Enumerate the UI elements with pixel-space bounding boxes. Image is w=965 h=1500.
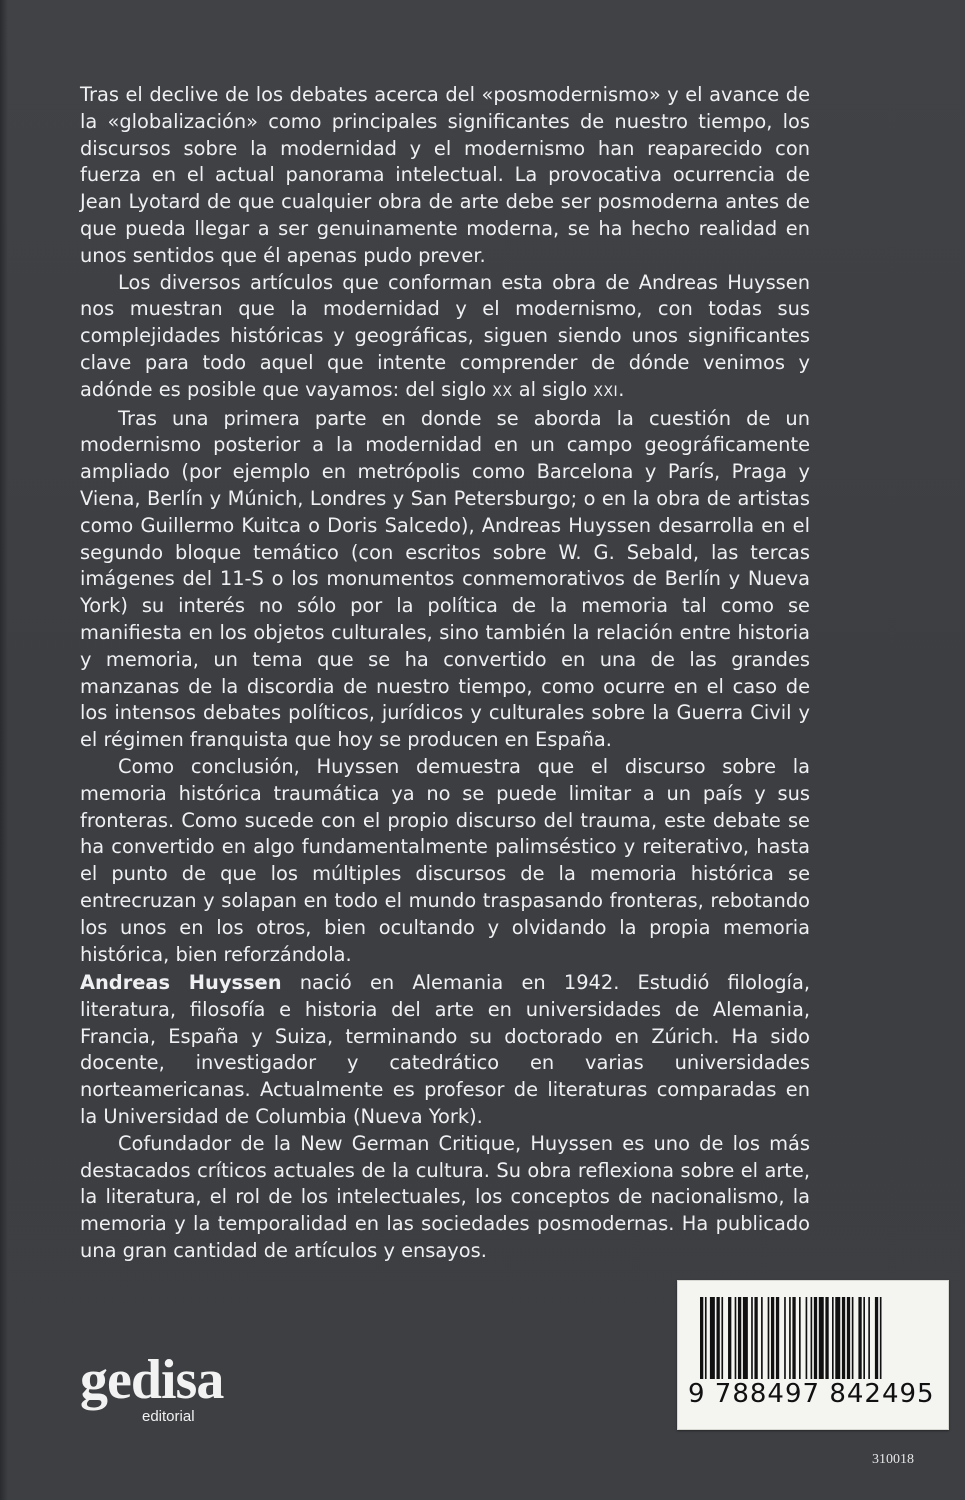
synopsis bbox=[80, 82, 810, 968]
century-link: al siglo bbox=[512, 377, 594, 401]
synopsis-paragraph-2 bbox=[80, 270, 810, 406]
author-bio-paragraph-2: Cofundador de la New German Critique, Huyssen es uno de los más destacados críticos actuales de la cultura. Su obra reflexiona sobre el arte, la literatura, el rol de los intelectuales, los conceptos de nacionalismo, la memoria y la temporalidad en las sociedades posmodernas. Ha publicado una gran cantidad de artículos y ensayos. bbox=[80, 1131, 810, 1262]
century-xx: XX bbox=[492, 383, 513, 400]
synopsis-paragraph-1: Tras el declive de los debates acerca del «posmodernismo» y el avance de la «globalización» como principales significantes de nuestro tiempo, los discursos sobre la modernidad y el modernismo han reaparecido con fuerza en el actual panorama intelectual. La provocativa ocurrencia de Jean Lyotard de que cualquier obra de arte debe ser posmoderna antes de que pueda llegar a ser genuinamente moderna, se ha hecho realidad en unos sentidos que él apenas pudo prever. bbox=[80, 83, 810, 267]
product-code: 310018 bbox=[872, 1452, 914, 1467]
synopsis-paragraph-3: Tras una primera parte en donde se aborda la cuestión de un modernismo posterior a la modernidad en un campo geográficamente ampliado (por ejemplo en metrópolis como Barcelona y París, Praga y Viena, Berlín y Múnich, Londres y San Petersburgo; o en la obra de artistas como Guillermo Kuitca o Doris Salcedo), Andreas Huyssen desarrolla en el segundo bloque temático (con escritos sobre W. G. Sebald, las tercas imágenes del 11-S o los monumentos conmemorativos de Berlín y Nueva York) su interés no sólo por la política de la memoria tal como se manifiesta en los objetos culturales, sino también la relación entre historia y memoria, un tema que se ha convertido en una de las grandes manzanas de la discordia de nuestro tiempo, como ocurre en el caso de los intensos debates políticos, jurídicos y culturales sobre la Guerra Civil y el régimen franquista que hoy se producen en España. bbox=[80, 406, 810, 752]
synopsis-paragraph-2-text: Los diversos artículos que conforman esta obra de Andreas Huyssen nos muestran que la modernidad y el modernismo, con todas sus complejidades históricas y geográficas, siguen siendo unos significantes clave para todo aquel que intente comprender de dónde venimos y adónde es posible que vayamos: del siglo bbox=[80, 270, 810, 401]
publisher-subtitle: editorial bbox=[142, 1408, 195, 1425]
synopsis-paragraph-4: Como conclusión, Huyssen demuestra que el discurso sobre la memoria histórica traumática ya no se puede limitar a un país y sus fronteras. Como sucede con el propio discurso del trauma, este debate se ha convertido en algo fundamentalmente palimséstico y reiterativo, hasta el punto de que los múltiples discursos de la memoria histórica se entrecruzan y solapan en todo el mundo traspasando fronteras, rebotando los unos en los otros, bien ocultando y olvidando la propia memoria histórica, bien reforzándola. bbox=[80, 754, 810, 966]
author-name: Andreas Huyssen bbox=[80, 971, 282, 994]
publisher-logo bbox=[80, 1349, 224, 1432]
century-xxi: XXI bbox=[593, 383, 619, 400]
century-end: . bbox=[618, 377, 625, 401]
isbn-number: 9 788497 842495 bbox=[688, 1379, 935, 1409]
author-bio bbox=[80, 970, 810, 1265]
author-bio-text-1: nació en Alemania en 1942. Estudió filología, literatura, filosofía e historia del arte en universidades de Alemania, Francia, España y Suiza, terminando su doctorado en Zúrich. Ha sido docente, investigador y catedrático en varias universidades norteamericanas. Actualmente es profesor de literaturas comparadas en la Universidad de Columbia (Nueva York). bbox=[80, 971, 810, 1128]
publisher-name: gedisa bbox=[80, 1349, 224, 1411]
barcode-icon bbox=[700, 1297, 926, 1379]
author-bio-paragraph-1 bbox=[80, 970, 810, 1131]
isbn-barcode-sticker bbox=[677, 1280, 949, 1430]
cover-edge-shadow bbox=[0, 0, 8, 1500]
